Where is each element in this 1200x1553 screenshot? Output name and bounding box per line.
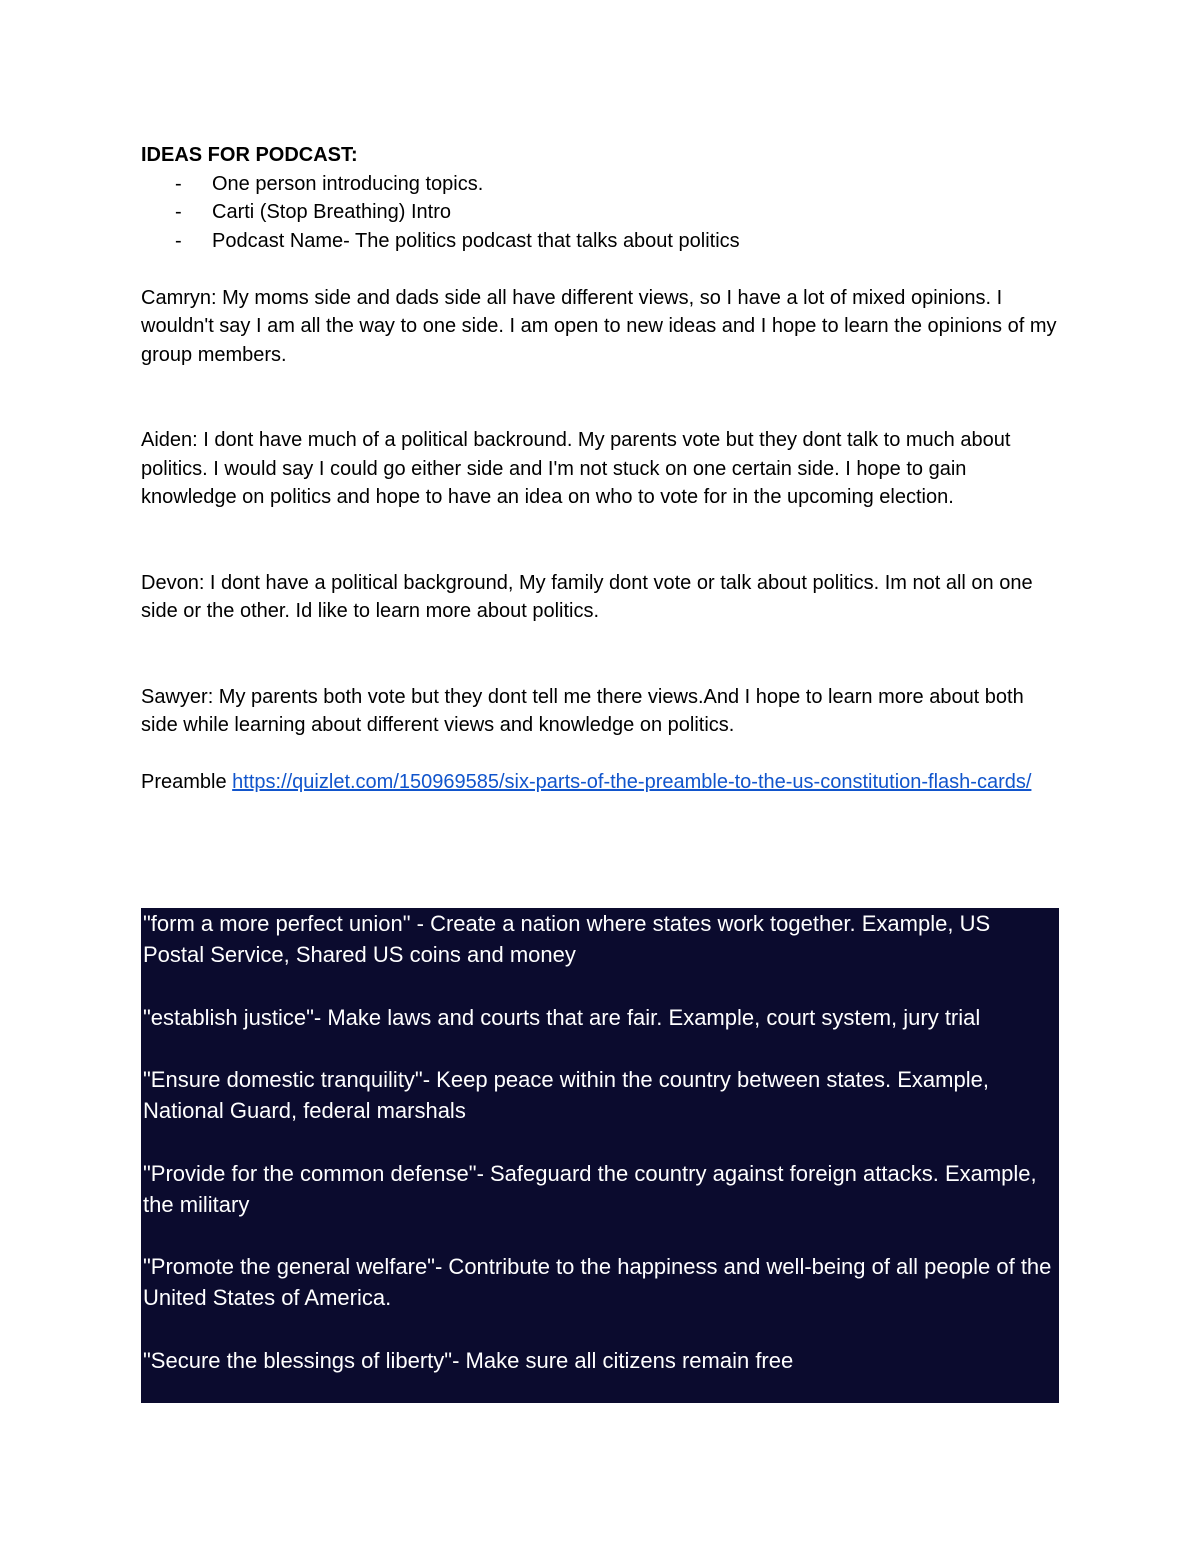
preamble-part: "establish justice"- Make laws and courts that are fair. Example, court system, jury trial [143,1004,981,1030]
preamble-part: "Secure the blessings of liberty"- Make sure all citizens remain free [143,1347,794,1373]
idea-item [141,227,1061,256]
preamble-parts-box [141,908,1059,1403]
preamble-part: "Ensure domestic tranquility"- Keep peace within the country between states. Example, National Guard, federal marshals [143,1066,989,1124]
idea-text: Carti (Stop Breathing) Intro [212,201,451,223]
preamble-part: "Promote the general welfare"- Contribute to the happiness and well-being of all people of the United States of America. [143,1254,1052,1311]
idea-text: One person introducing topics. [212,172,484,195]
member-paragraph-devon: Devon: I dont have a political background, My family dont vote or talk about politics. Im not all on one side or the other. Id like to learn more about politics. [141,571,1033,622]
ideas-heading: IDEAS FOR PODCAST: [141,144,358,166]
idea-item [141,198,1061,227]
member-paragraph-aiden: Aiden: I dont have much of a political backround. My parents vote but they dont talk to much about politics. I would say I could go either side and I'm not stuck on one certain side. I hope to gain knowledge on politics and hope to have an idea on who to vote for in the upcoming election. [141,429,1011,508]
member-paragraph-camryn: Camryn: My moms side and dads side all have different views, so I have a lot of mixed opinions. I wouldn't say I am all the way to one side. I am open to new ideas and I hope to learn the opinions of my group members. [141,286,1057,366]
preamble-part: "form a more perfect union" - Create a nation where states work together. Example, US Postal Service, Shared US coins and money [143,911,991,968]
idea-text: Podcast Name- The politics podcast that talks about politics [212,229,740,252]
preamble-link[interactable]: https://quizlet.com/150969585/six-parts-of-the-preamble-to-the-us-constitution-flash-cards/ [232,771,1032,793]
document-body [141,141,1061,797]
idea-item [141,170,1061,199]
member-paragraph-sawyer: Sawyer: My parents both vote but they dont tell me there views.And I hope to learn more about both side while learning about different views and knowledge on politics. [141,685,1024,736]
list-dash: - [175,172,182,195]
ideas-list [141,170,1061,256]
list-dash: - [175,201,182,223]
list-dash: - [175,229,182,252]
preamble-part: "Provide for the common defense"- Safeguard the country against foreign attacks. Example, the military [143,1160,1037,1217]
preamble-line [141,768,1061,797]
preamble-label: Preamble [141,771,233,793]
